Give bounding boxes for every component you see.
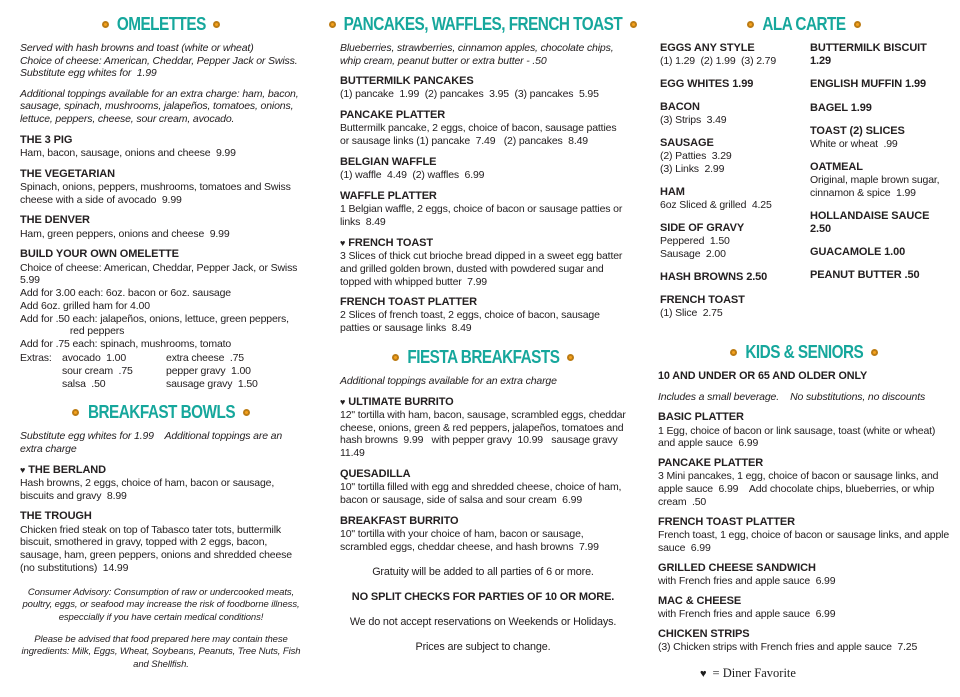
advisory-line: Please be advised that food prepared here may contain these ingredients: Milk, Eggs, Wheat, Soybeans, Peanuts, Tree Nuts, Fish and Shellfish. <box>21 633 301 670</box>
section-intro: Includes a small beverage. No substitutions, no discounts <box>658 390 926 403</box>
item-name-text: FRENCH TOAST <box>660 293 745 306</box>
section-header <box>20 14 302 35</box>
bullet-dot-icon <box>102 21 109 28</box>
ala-carte-column <box>810 42 950 330</box>
menu-item <box>20 248 302 390</box>
intro-line: Choice of cheese: American, Cheddar, Pepper Jack or Swiss. <box>20 54 298 67</box>
item-desc-line: Choice of cheese: American, Cheddar, Pepper Jack, or Swiss 5.99 <box>20 261 303 287</box>
menu-item <box>20 464 302 503</box>
item-desc-line: French toast, 1 egg, choice of bacon or sausage links, and apple sauce 6.99 <box>658 528 952 554</box>
section-intro <box>340 42 626 67</box>
item-name-text: FRENCH TOAST <box>348 236 434 249</box>
menu-item <box>810 161 950 200</box>
item-desc-line: 10" tortilla filled with egg and shredded cheese, choice of ham, bacon or sausage, side of salsa and sour cream 6.99 <box>340 481 625 507</box>
menu-section <box>658 342 950 654</box>
item-name <box>658 457 950 470</box>
extras-line: salsa .50 <box>62 377 106 390</box>
item-desc-line: 6oz Sliced & grilled 4.25 <box>660 199 772 212</box>
menu-item <box>660 78 804 91</box>
reservations-notice: We do not accept reservations on Weekends or Holidays. <box>349 615 617 628</box>
item-name-text: ENGLISH MUFFIN 1.99 <box>810 78 927 91</box>
item-name-text: HASH BROWNS 2.50 <box>660 270 768 283</box>
item-desc-line: 3 Slices of thick cut brioche bread dipped in a sweet egg batter and grilled golden brown, dusted with powdered sugar and topped with whipped butter 7.99 <box>340 249 626 288</box>
item-desc-line: Ham, green peppers, onions and cheese 9.99 <box>20 227 230 240</box>
item-name <box>658 628 950 641</box>
menu-item <box>658 457 950 509</box>
item-name-text: HAM <box>660 185 685 198</box>
menu-item <box>20 214 302 240</box>
item-desc-line: Peppered 1.50 <box>660 235 730 248</box>
bullet-dot-icon <box>392 354 399 361</box>
item-name <box>340 109 626 122</box>
favorite-heart-icon: ♥ <box>340 396 346 407</box>
menu-item <box>810 42 950 68</box>
section-intro: Substitute egg whites for 1.99 Additional toppings are an extra charge <box>20 430 285 456</box>
item-name <box>340 156 626 169</box>
item-name-text: WAFFLE PLATTER <box>340 189 437 202</box>
menu-item <box>658 595 950 621</box>
item-name-text: QUESADILLA <box>340 468 411 481</box>
item-desc-line: with French fries and apple sauce 6.99 <box>658 607 836 620</box>
menu-item <box>810 102 950 115</box>
item-name <box>810 42 950 68</box>
section-intro: 10 AND UNDER OR 65 AND OLDER ONLY <box>658 369 868 382</box>
item-name-text: BUTTERMILK BISCUIT 1.29 <box>810 42 927 68</box>
item-name <box>658 595 950 608</box>
menu-item <box>340 156 626 182</box>
item-name <box>810 269 950 282</box>
bullet-dot-icon <box>630 21 637 28</box>
menu-section <box>20 402 302 574</box>
item-desc-line: (1) 1.29 (2) 1.99 (3) 2.79 <box>660 55 777 68</box>
bullet-dot-icon <box>567 354 574 361</box>
menu-item <box>810 78 950 91</box>
menu-item <box>340 395 629 460</box>
menu-item <box>660 101 804 127</box>
section-header <box>658 14 950 35</box>
consumer-advisory <box>20 587 302 671</box>
item-name-text: BAGEL 1.99 <box>810 101 872 114</box>
item-name-text: EGG WHITES 1.99 <box>660 77 754 90</box>
menu-item <box>660 42 804 68</box>
item-desc-line: 1 Belgian waffle, 2 eggs, choice of bacon or sausage patties or links 8.49 <box>340 203 625 228</box>
menu-item <box>810 246 950 259</box>
sections-middle <box>340 14 629 566</box>
menu-item <box>658 516 950 555</box>
section-title: OMELETTES <box>116 14 206 34</box>
item-name <box>340 396 626 409</box>
item-name-text: PANCAKE PLATTER <box>340 109 446 122</box>
bullet-dot-icon <box>747 21 754 28</box>
item-name-text: BASIC PLATTER <box>658 411 744 424</box>
item-name-text: EGGS ANY STYLE <box>660 42 755 54</box>
extras-block <box>20 352 302 390</box>
item-name-text: HOLLANDAISE SAUCE 2.50 <box>810 209 930 235</box>
ala-carte-columns <box>658 42 950 330</box>
item-name <box>340 190 626 203</box>
item-name-text: BREAKFAST BURRITO <box>340 514 459 527</box>
item-name <box>658 562 950 575</box>
section-intro: Additional toppings available for an extra charge <box>340 375 557 388</box>
item-name <box>660 222 804 235</box>
no-split-checks-notice: NO SPLIT CHECKS FOR PARTIES OF 10 OR MORE. <box>351 590 615 603</box>
heart-icon: ♥ <box>700 667 707 680</box>
item-name-text: SAUSAGE <box>660 137 714 150</box>
menu-item <box>660 137 804 176</box>
item-name-text: GUACAMOLE 1.00 <box>810 245 906 258</box>
item-name-text: GRILLED CHEESE SANDWICH <box>658 561 816 574</box>
menu-item <box>660 271 804 284</box>
item-name <box>810 161 950 174</box>
item-desc-line: Sausage 2.00 <box>660 247 726 260</box>
item-desc-line: Add for 3.00 each: 6oz. bacon or 6oz. sausage <box>20 287 231 300</box>
item-desc-line: cinnamon & spice 1.99 <box>810 186 916 199</box>
extras-line: pepper gravy 1.00 <box>166 364 251 377</box>
item-name-text: ULTIMATE BURRITO <box>348 395 454 408</box>
menu-item <box>658 562 950 588</box>
bullet-dot-icon <box>871 349 878 356</box>
item-name <box>20 510 302 523</box>
item-name-text: THE BERLAND <box>28 463 106 476</box>
item-name <box>660 186 804 199</box>
item-name-text: BELGIAN WAFFLE <box>340 155 437 168</box>
item-name-text: OATMEAL <box>810 160 863 173</box>
section-title: BREAKFAST BOWLS <box>87 402 235 423</box>
item-desc-line: Original, maple brown sugar, <box>810 173 940 186</box>
bullet-dot-icon <box>730 349 737 356</box>
menu-item <box>340 109 626 148</box>
menu-item <box>20 510 302 574</box>
column-omelettes-bowls <box>0 0 322 670</box>
intro-line: Substitute egg whites for 1.99 <box>20 67 157 80</box>
item-name-text: BUILD YOUR OWN OMELETTE <box>20 248 179 261</box>
item-desc-line: 10" tortilla with your choice of ham, bacon or sausage, scrambled eggs, cheddar cheese, and hash browns 7.99 <box>340 528 599 553</box>
menu-item <box>20 168 302 207</box>
item-name <box>340 237 626 250</box>
item-name <box>810 246 950 259</box>
bullet-dot-icon <box>213 21 220 28</box>
item-desc-line: (3) Chicken strips with French fries and apple sauce 7.25 <box>658 640 918 653</box>
item-name <box>340 468 626 481</box>
item-desc-line: red peppers <box>20 325 125 338</box>
item-desc-line: Chicken fried steak on top of Tabasco tater tots, buttermilk biscuit, smothered in gravy, topped with 2 eggs, bacon, sausage, ham, green peppers, onions and shredded cheese (no substitutions) 14.99 <box>20 523 295 575</box>
extras-line: avocado 1.00 <box>62 352 127 365</box>
item-name <box>340 75 626 88</box>
item-name-text: THE VEGETARIAN <box>20 167 115 180</box>
item-name <box>658 411 950 424</box>
item-desc-line: with French fries and apple sauce 6.99 <box>658 574 836 587</box>
item-name <box>810 78 950 91</box>
item-desc-line: 3 Mini pancakes, 1 egg, choice of bacon or sausage links, and apple sauce 6.99 Add chocolate chips, blueberries, or whip cream .50 <box>658 470 942 508</box>
menu-item <box>658 411 950 450</box>
ala-carte-column <box>660 42 810 330</box>
item-desc-line: (1) waffle 4.49 (2) waffles 6.99 <box>340 169 485 182</box>
bullet-dot-icon <box>72 409 79 416</box>
item-desc-line: Add for .75 each: spinach, mushrooms, tomato <box>20 338 232 351</box>
item-name-text: SIDE OF GRAVY <box>660 221 745 234</box>
item-name-text: THE 3 PIG <box>20 133 73 146</box>
menu-item <box>810 210 950 236</box>
menu-item <box>340 296 626 335</box>
item-name <box>810 210 950 236</box>
intro-line: whip cream, peanut butter or extra butter - .50 <box>340 54 547 67</box>
item-desc-line: (3) Links 2.99 <box>660 163 725 176</box>
menu-item <box>660 222 804 261</box>
section-header <box>340 14 626 35</box>
intro-line: Blueberries, strawberries, cinnamon apples, chocolate chips, <box>340 42 614 54</box>
item-name-text: BUTTERMILK PANCAKES <box>340 75 474 88</box>
section-header <box>340 347 626 368</box>
menu-item <box>810 269 950 282</box>
bullet-dot-icon <box>854 21 861 28</box>
menu-item <box>20 134 302 160</box>
item-desc-line: 1 Egg, choice of bacon or link sausage, toast (white or wheat) and apple sauce 6.99 <box>658 424 939 450</box>
item-name-text: PANCAKE PLATTER <box>658 457 764 470</box>
item-name-text: FRENCH TOAST PLATTER <box>340 296 477 309</box>
menu-item <box>658 628 950 654</box>
item-desc-line: Add 6oz. grilled ham for 4.00 <box>20 299 150 312</box>
item-name <box>660 101 804 114</box>
sections-right <box>658 14 950 666</box>
bullet-dot-icon <box>329 21 336 28</box>
item-desc-line: (1) pancake 1.99 (2) pancakes 3.95 (3) pancakes 5.95 <box>340 88 599 101</box>
column-alacarte-kids <box>642 0 960 680</box>
item-name <box>660 78 804 91</box>
extras-line: extra cheese .75 <box>166 352 244 365</box>
menu-item <box>660 294 804 320</box>
menu-item <box>340 190 626 229</box>
menu-item <box>660 186 804 212</box>
item-desc-line: (2) Patties 3.29 <box>660 150 732 163</box>
extras-line: sour cream .75 <box>62 364 133 377</box>
section-header <box>658 342 950 363</box>
prices-notice: Prices are subject to change. <box>415 640 551 653</box>
item-name <box>20 214 302 227</box>
item-name <box>658 516 950 529</box>
item-desc-line: (1) Slice 2.75 <box>660 307 723 320</box>
item-name-text: THE TROUGH <box>20 510 92 523</box>
menu-section <box>340 14 626 335</box>
policy-notices <box>340 566 626 657</box>
favorite-legend-label: = Diner Favorite <box>712 665 796 680</box>
item-desc-line: Ham, bacon, sausage, onions and cheese 9.99 <box>20 146 236 159</box>
extras-line: sausage gravy 1.50 <box>166 377 258 390</box>
gratuity-notice: Gratuity will be added to all parties of 6 or more. <box>372 565 594 578</box>
item-desc-line: 12" tortilla with ham, bacon, sausage, scrambled eggs, cheddar cheese, onions, green & red peppers, jalapeños, tomatoes and hash browns 9.99 with pepper gravy 10.99 sausage gravy 11.49 <box>340 408 629 460</box>
item-name <box>660 137 804 150</box>
menu-item <box>340 468 626 507</box>
item-name-text: MAC & CHEESE <box>658 594 742 607</box>
extras-column <box>62 352 166 390</box>
extras-label: Extras: <box>20 352 52 365</box>
item-name-text: BACON <box>660 101 700 114</box>
sections-left <box>20 14 302 587</box>
section-title: PANCAKES, WAFFLES, FRENCH TOAST <box>343 14 623 34</box>
section-header <box>20 402 302 423</box>
menu-section <box>658 14 950 330</box>
section-intro: Additional toppings available for an extra charge: ham, bacon, sausage, spinach, mushrooms, jalapeños, tomatoes, onions, lettuce, peppers, cheese, sour cream, avocado. <box>20 87 302 125</box>
item-name <box>20 464 302 477</box>
intro-line: Served with hash browns and toast (white or wheat) <box>20 42 254 54</box>
item-name <box>340 296 626 309</box>
item-name <box>660 42 804 55</box>
item-name-text: PEANUT BUTTER .50 <box>810 269 920 282</box>
favorite-legend <box>658 666 950 697</box>
menu-item <box>810 125 950 151</box>
item-name <box>20 248 302 261</box>
item-desc-line: Hash browns, 2 eggs, choice of ham, bacon or sausage, biscuits and gravy 8.99 <box>20 476 277 502</box>
item-name-text: CHICKEN STRIPS <box>658 627 750 640</box>
item-name <box>660 271 804 284</box>
item-desc-line: White or wheat .99 <box>810 137 898 150</box>
item-name <box>20 134 302 147</box>
item-desc-line: Add for .50 each: jalapeños, onions, lettuce, green peppers, <box>20 312 289 325</box>
item-name-text: FRENCH TOAST PLATTER <box>658 515 795 528</box>
menu-section <box>340 347 629 554</box>
item-desc-line: (3) Strips 3.49 <box>660 114 727 127</box>
item-desc-line: Spinach, onions, peppers, mushrooms, tomatoes and Swiss cheese with a side of avocado 9.99 <box>20 180 294 206</box>
menu-section <box>20 14 302 390</box>
item-desc-line: Buttermilk pancake, 2 eggs, choice of bacon, sausage patties or sausage links (1) pancake 7.49 (2) pancakes 8.49 <box>340 122 620 148</box>
item-name <box>660 294 804 307</box>
menu-item <box>340 237 626 289</box>
extras-column <box>166 352 302 390</box>
item-name-text: TOAST (2) SLICES <box>810 124 905 137</box>
bullet-dot-icon <box>243 409 250 416</box>
menu-item <box>340 515 626 554</box>
item-desc-line: 2 Slices of french toast, 2 eggs, choice of bacon, sausage patties or sausage links 8.49 <box>340 309 603 335</box>
favorite-heart-icon: ♥ <box>20 464 26 475</box>
item-name <box>340 515 626 528</box>
item-name <box>810 102 950 115</box>
section-intro <box>20 42 302 80</box>
item-name <box>810 125 950 138</box>
favorite-heart-icon: ♥ <box>340 237 346 248</box>
column-pancakes-fiesta <box>322 0 642 653</box>
item-name-text: THE DENVER <box>20 214 90 227</box>
menu-item <box>340 75 626 101</box>
advisory-line: Consumer Advisory: Consumption of raw or undercooked meats, poultry, eggs, or seafood may increase the risk of foodborne illness, especcially if you have certain medical conditions! <box>22 586 300 623</box>
section-title: KIDS & SENIORS <box>745 341 863 362</box>
section-title: ALA CARTE <box>762 14 846 34</box>
section-title: FIESTA BREAKFASTS <box>407 347 559 368</box>
item-name <box>20 168 302 181</box>
